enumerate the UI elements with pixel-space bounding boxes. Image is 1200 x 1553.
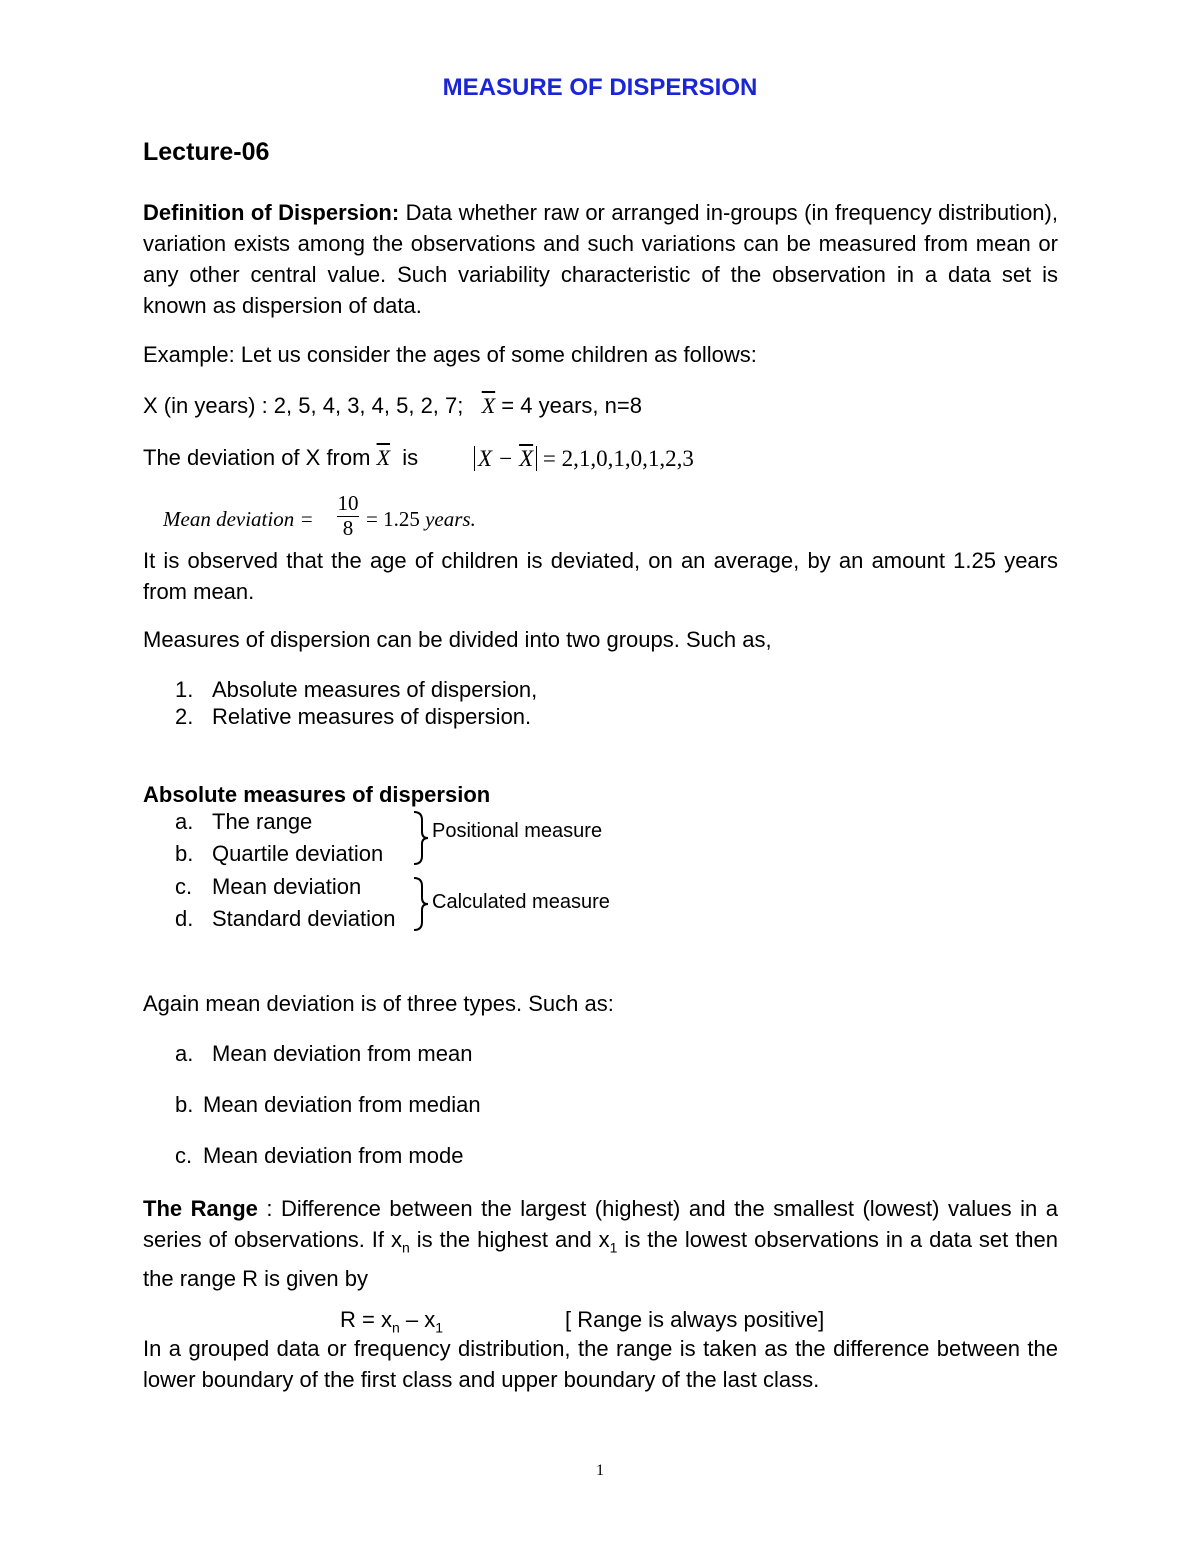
group-num: 1.: [175, 677, 194, 702]
fraction-numerator: 10: [337, 491, 359, 515]
observation-paragraph: It is observed that the age of children is deviated, on an average, by an amount 1.25 years from mean.: [143, 548, 1058, 604]
absolute-item-label: Quartile deviation: [212, 841, 384, 866]
positional-measure-label: Positional measure: [432, 820, 603, 842]
range-formula: [340, 1307, 443, 1335]
deviation-line: [143, 445, 418, 471]
deviation-values: = 2,1,0,1,0,1,2,3: [542, 446, 694, 471]
subscript-n: n: [401, 1239, 410, 1256]
subscript-1: 1: [435, 1319, 444, 1336]
range-text: is the highest and x: [409, 1227, 610, 1252]
groups-intro: Measures of dispersion can be divided into two groups. Such as,: [143, 627, 772, 652]
mean-dev-fraction: [337, 492, 359, 539]
deviation-expression: [474, 446, 694, 472]
group-item: [175, 704, 193, 730]
mean-dev-type-letter: a.: [175, 1041, 194, 1066]
group-item: [175, 677, 193, 703]
formula-part: – x: [399, 1307, 436, 1332]
mean-dev-result: [366, 507, 476, 532]
mean-dev-type-label: Mean deviation from mean: [212, 1041, 473, 1066]
deviation-expr-left: X −: [478, 446, 520, 471]
deviation-prefix: The deviation of X from: [143, 445, 371, 470]
page-number: 1: [596, 1462, 604, 1479]
group-label: Absolute measures of dispersion,: [212, 677, 538, 702]
absolute-heading: Absolute measures of dispersion: [143, 782, 491, 807]
deviation-is: is: [402, 445, 419, 470]
group-num: 2.: [175, 704, 194, 729]
mean-dev-value: = 1.25: [366, 507, 420, 531]
mean-dev-type-label: Mean deviation from mode: [203, 1143, 464, 1168]
fraction-denominator: 8: [337, 516, 359, 539]
deviation-mean-symbol: $\overline{X}$: [376, 445, 391, 470]
range-note: [ Range is always positive]: [565, 1307, 825, 1332]
mean-symbol: $\overline{X}$: [481, 393, 496, 418]
lecture-label: Lecture-06: [143, 138, 270, 166]
example-data: X (in years) : 2, 5, 4, 3, 4, 5, 2, 7;: [143, 393, 464, 418]
mean-dev-types-intro: Again mean deviation is of three types. Such as:: [143, 991, 614, 1016]
absolute-item-letter: c.: [175, 874, 193, 899]
absolute-item-label: Standard deviation: [212, 906, 396, 931]
range-paragraph: [143, 1193, 1058, 1294]
absolute-item-letter: b.: [175, 841, 194, 866]
definition-paragraph: [143, 197, 1058, 321]
absolute-item-letter: d.: [175, 906, 194, 931]
positional-brace-icon: [410, 810, 430, 866]
deviation-expr-right: $\overline{X}$: [519, 446, 534, 471]
calculated-measure-label: Calculated measure: [432, 891, 610, 913]
range-text: is the lowest observations in a data set then the range R is given by: [143, 1227, 1059, 1292]
formula-part: R = x: [340, 1307, 392, 1332]
example-data-line: [143, 393, 642, 419]
calculated-brace-icon: [410, 876, 430, 932]
mean-dev-unit: years.: [425, 507, 476, 531]
mean-value: = 4 years, n=8: [501, 393, 642, 418]
grouped-range-paragraph: In a grouped data or frequency distribution, the range is taken as the difference between the lower boundary of the first class and upper boundary of the last class.: [143, 1336, 1058, 1392]
absolute-value-bars: [474, 446, 537, 471]
page-title: MEASURE OF DISPERSION: [442, 74, 758, 101]
mean-dev-type-letter: b.: [175, 1092, 194, 1117]
absolute-item-letter: a.: [175, 809, 194, 834]
subscript-1: 1: [609, 1239, 618, 1256]
definition-label: Definition of Dispersion:: [143, 200, 400, 225]
range-text: : Difference between the largest (highest) and the smallest (lowest) values in a series of observations. If x: [143, 1196, 1058, 1252]
example-intro: Example: Let us consider the ages of some children as follows:: [143, 342, 757, 367]
group-label: Relative measures of dispersion.: [212, 704, 532, 729]
absolute-item-label: The range: [212, 809, 313, 834]
mean-dev-label: Mean deviation =: [163, 507, 314, 531]
mean-dev-type-label: Mean deviation from median: [203, 1092, 481, 1117]
range-label: The Range: [143, 1196, 258, 1221]
absolute-item-label: Mean deviation: [212, 874, 362, 899]
definition-text: Data whether raw or arranged in-groups (in frequency distribution), variation exists among the observations and such variations can be measured from mean or any other central value. Such variability characteristic of the observation in a data set is known as dispersion of data.: [143, 200, 1058, 318]
mean-dev-type-letter: c.: [175, 1143, 193, 1168]
subscript-n: n: [391, 1319, 400, 1336]
